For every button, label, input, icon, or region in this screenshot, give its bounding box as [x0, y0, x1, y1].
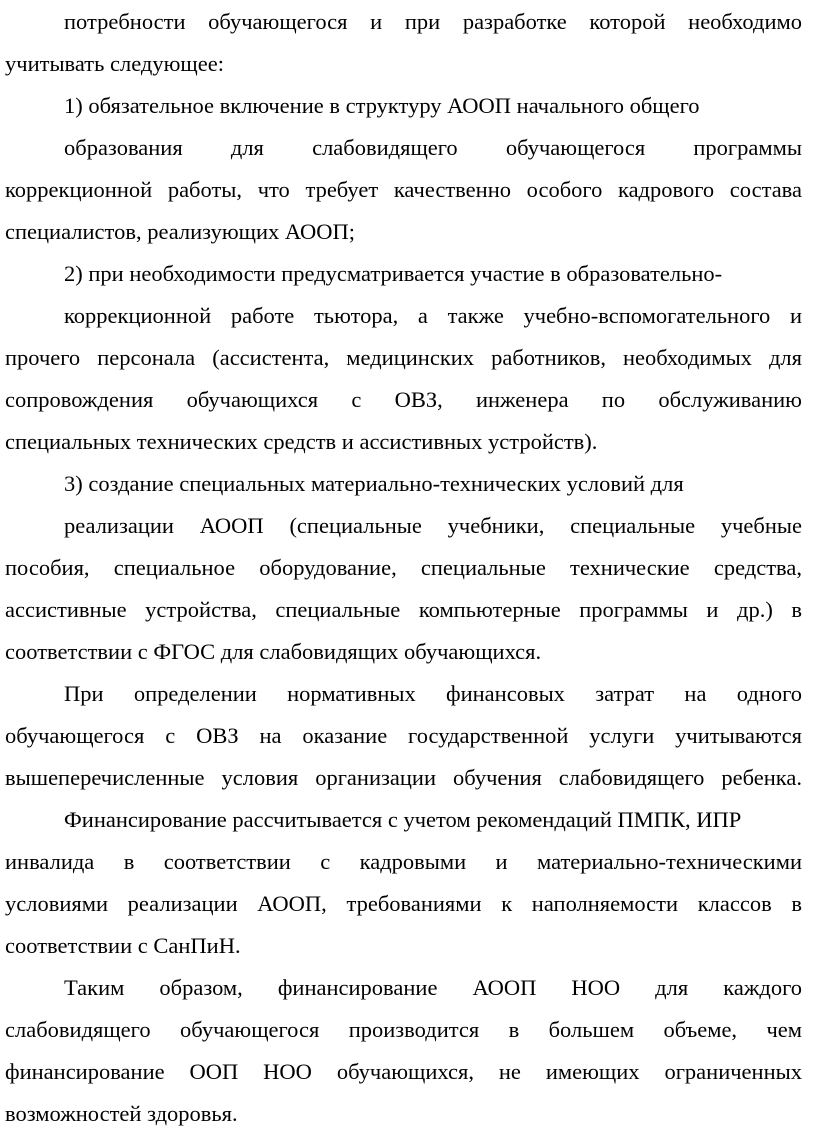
text-line: 3) создание специальных материально-технических условий для	[64, 471, 684, 496]
text-line: специальных технических средств и ассистивных устройств).	[5, 429, 598, 454]
text-line: потребности обучающегося и при разработке которой необходимо	[64, 9, 802, 34]
text-line: инвалида в соответствии с кадровыми и материально-техническими	[5, 849, 802, 874]
text-line: учитывать следующее:	[5, 51, 224, 76]
text-line: возможностей здоровья.	[5, 1101, 238, 1126]
text-line: ассистивные устройства, специальные компьютерные программы и др.) в	[5, 597, 802, 622]
text-line: пособия, специальное оборудование, специальные технические средства,	[5, 555, 802, 580]
text-line: вышеперечисленные условия организации обучения слабовидящего ребенка.	[5, 765, 802, 790]
text-line: Таким образом, финансирование АООП НОО для каждого	[64, 975, 802, 1000]
text-line: соответствии с ФГОС для слабовидящих обучающихся.	[5, 639, 542, 664]
text-line: образования для слабовидящего обучающегося программы	[64, 135, 802, 160]
text-line: соответствии с СанПиН.	[5, 933, 241, 958]
text-line: Финансирование рассчитывается с учетом рекомендаций ПМПК, ИПР	[64, 807, 742, 832]
text-line: специалистов, реализующих АООП;	[5, 219, 356, 244]
text-line: коррекционной работы, что требует качественно особого кадрового состава	[5, 177, 802, 202]
text-line: коррекционной работе тьютора, а также учебно-вспомогательного и	[64, 303, 802, 328]
text-line: При определении нормативных финансовых затрат на одного	[64, 681, 802, 706]
text-line: обучающегося с ОВЗ на оказание государственной услуги учитываются	[5, 723, 802, 748]
text-line: слабовидящего обучающегося производится в большем объеме, чем	[5, 1017, 802, 1042]
text-line: реализации АООП (специальные учебники, специальные учебные	[64, 513, 802, 538]
text-line: финансирование ООП НОО обучающихся, не имеющих ограниченных	[5, 1059, 802, 1084]
text-line: сопровождения обучающихся с ОВЗ, инженера по обслуживанию	[5, 387, 802, 412]
text-line: прочего персонала (ассистента, медицинских работников, необходимых для	[5, 345, 802, 370]
text-line: условиями реализации АООП, требованиями к наполняемости классов в	[5, 891, 802, 916]
text-line: 1) обязательное включение в структуру АООП начального общего	[64, 93, 700, 118]
text-line: 2) при необходимости предусматривается участие в образовательно-	[64, 261, 723, 286]
